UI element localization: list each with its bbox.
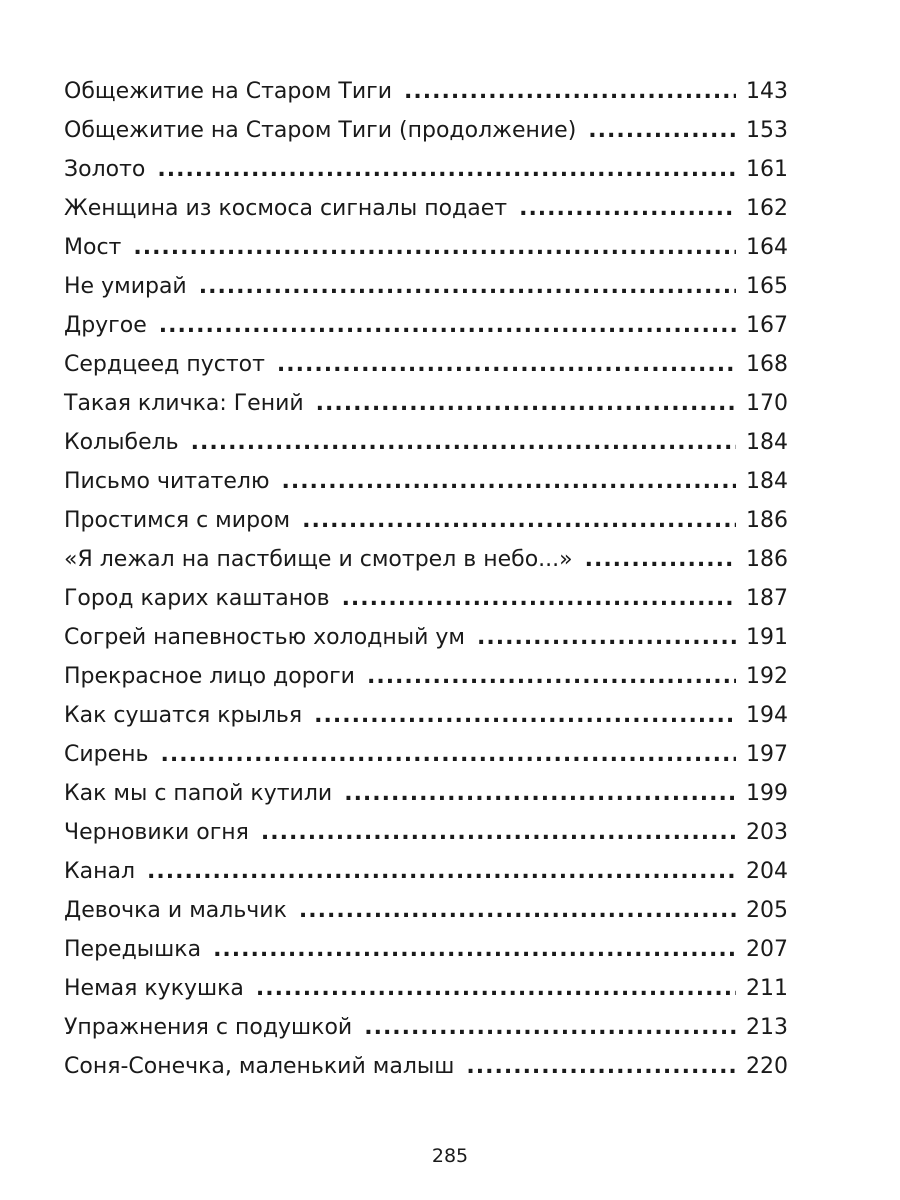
dot-leader [157,150,736,189]
dot-leader [277,345,736,384]
dot-leader [585,540,736,579]
dot-leader [466,1047,736,1086]
toc-entry [64,813,788,852]
toc-entry [64,111,788,150]
toc-entry-title: «Я лежал на пастбище и смотрел в небо...» [64,547,573,572]
toc-entry [64,228,788,267]
toc-entry-title: Сердцеед пустот [64,352,265,377]
toc-entry [64,501,788,540]
toc-entry-title: Колыбель [64,430,179,455]
toc-entry [64,267,788,306]
toc-entry-page-number: 213 [746,1015,788,1040]
toc-entry [64,618,788,657]
toc-entry-page-number: 191 [746,625,788,650]
toc-entry-title: Мост [64,235,122,260]
toc-entry [64,189,788,228]
toc-entry [64,891,788,930]
toc-entry-title: Сирень [64,742,149,767]
toc-entry-page-number: 192 [746,664,788,689]
toc-entry-title: Черновики огня [64,820,249,845]
toc-entry [64,150,788,189]
toc-entry-page-number: 184 [746,430,788,455]
toc-entry-page-number: 168 [746,352,788,377]
toc-entry-title: Другое [64,313,147,338]
toc-entry [64,540,788,579]
toc-entry [64,735,788,774]
toc-entry-page-number: 194 [746,703,788,728]
toc-entry-page-number: 153 [746,118,788,143]
dot-leader [281,462,736,501]
toc-entry [64,657,788,696]
toc-entry-page-number: 199 [746,781,788,806]
toc-entry-title: Общежитие на Старом Тиги [64,79,393,104]
dot-leader [342,579,736,618]
toc-entry-title: Девочка и мальчик [64,898,287,923]
toc-entry-title: Женщина из космоса сигналы подает [64,196,508,221]
toc-entry-page-number: 205 [746,898,788,923]
toc-entry-title: Немая кукушка [64,976,244,1001]
toc-entry-page-number: 197 [746,742,788,767]
dot-leader [344,774,736,813]
toc-entry [64,1008,788,1047]
toc-entry-page-number: 203 [746,820,788,845]
toc-entry-title: Общежитие на Старом Тиги (продолжение) [64,118,577,143]
dot-leader [477,618,736,657]
toc-entry-page-number: 143 [746,79,788,104]
dot-leader [302,501,736,540]
toc-entry [64,423,788,462]
toc-entry [64,72,788,111]
toc-entry-page-number: 186 [746,547,788,572]
dot-leader [159,306,736,345]
toc-entry-page-number: 186 [746,508,788,533]
toc-entry-page-number: 165 [746,274,788,299]
toc-entry-page-number: 204 [746,859,788,884]
dot-leader [147,852,736,891]
toc-entry-page-number: 164 [746,235,788,260]
dot-leader [588,111,736,150]
toc-entry-title: Простимся с миром [64,508,291,533]
toc-entry-page-number: 162 [746,196,788,221]
toc-entry-page-number: 207 [746,937,788,962]
toc-entry-title: Как мы с папой кутили [64,781,333,806]
dot-leader [133,228,736,267]
table-of-contents [64,72,788,1086]
toc-entry-title: Согрей напевностью холодный ум [64,625,466,650]
toc-entry-title: Золото [64,157,146,182]
toc-entry-page-number: 170 [746,391,788,416]
toc-entry [64,969,788,1008]
toc-entry [64,384,788,423]
dot-leader [256,969,736,1008]
toc-entry [64,462,788,501]
dot-leader [404,72,736,111]
toc-entry-page-number: 220 [746,1054,788,1079]
toc-entry-page-number: 211 [746,976,788,1001]
dot-leader [191,423,736,462]
toc-entry-page-number: 161 [746,157,788,182]
dot-leader [213,930,736,969]
dot-leader [364,1008,736,1047]
toc-entry-page-number: 184 [746,469,788,494]
dot-leader [367,657,736,696]
toc-entry-title: Такая кличка: Гений [64,391,304,416]
toc-entry-title: Передышка [64,937,202,962]
dot-leader [314,696,736,735]
dot-leader [316,384,736,423]
toc-entry [64,930,788,969]
toc-entry-title: Соня-Сонечка, маленький малыш [64,1054,455,1079]
toc-entry-title: Упражнения с подушкой [64,1015,353,1040]
dot-leader [519,189,736,228]
toc-entry [64,852,788,891]
toc-entry [64,696,788,735]
dot-leader [299,891,736,930]
toc-entry [64,774,788,813]
toc-entry-title: Письмо читателю [64,469,270,494]
toc-entry-title: Не умирай [64,274,187,299]
page-number: 285 [431,1145,469,1167]
toc-entry [64,579,788,618]
dot-leader [161,735,736,774]
toc-entry [64,345,788,384]
toc-entry-page-number: 167 [746,313,788,338]
toc-entry-title: Прекрасное лицо дороги [64,664,355,689]
toc-entry-page-number: 187 [746,586,788,611]
toc-entry-title: Канал [64,859,136,884]
dot-leader [199,267,736,306]
toc-entry [64,306,788,345]
toc-entry-title: Как сушатся крылья [64,703,303,728]
toc-entry-title: Город карих каштанов [64,586,330,611]
dot-leader [261,813,736,852]
toc-entry [64,1047,788,1086]
